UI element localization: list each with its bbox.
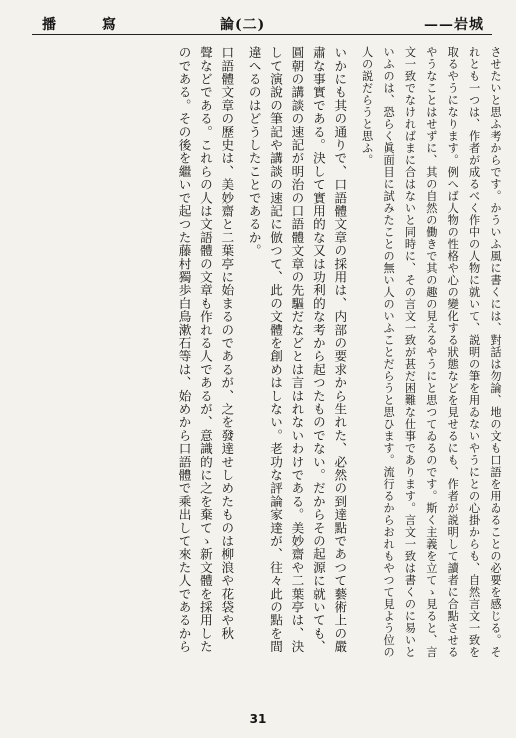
header-left-title: 播 寫	[42, 17, 117, 33]
text-column: やうなことはせずに、其の自然の働きで其の趣の見えるやうにと思つてゐるのです。斯く主義を立てゝ見ると、言	[424, 46, 438, 658]
text-column: れとも一つは、作者が成るべく作中の人物に就いて、説明の筆を用ゐないやうにとの心掛からも、自然言文一致を	[467, 46, 481, 658]
text-column: 口語體文章の歷史は、美妙齋と二葉亭に始まるのであるが、之を發達せしめたものは柳浪や花袋や秋	[219, 46, 235, 640]
running-header	[32, 12, 492, 35]
text-column: 取るやうになります。例へば人物の性格や心の變化する狀態などを見せるにも、作者が説明して讀者に合點させる	[446, 46, 460, 658]
page-number: 31	[249, 712, 267, 726]
text-column: 人の説だらうと思ふ。	[360, 46, 374, 166]
text-column: いかにも其の通りで、口語體文章の採用は、内部の要求から生れた、必然の到達點であつて藝術上の嚴	[332, 46, 348, 654]
text-column: 圓朝の講談の速記が明治の口語體文章の先驅だなどとは言はれないわけである。美妙齋や二葉亭は、決	[289, 46, 305, 654]
vertical-text-body	[28, 46, 506, 702]
text-column: 聲などである。これらの人は文語體の文章も作れる人であるが、意識的に之を棄てゝ新文體を採用した	[197, 46, 213, 654]
text-column: して演說の筆記や講談の速記に倣つて、此の文體を創めはしない。老功な評論家達が、往々此の點を間	[268, 46, 284, 654]
header-author: ——岩城	[424, 17, 484, 33]
text-column: いふのは、恐らく眞面目に試みたことの無い人のいふことだらうと思ひます。流行るからおれもやつて見よう位の	[382, 46, 396, 658]
text-column: 肅な事實である。決して實用的な又は功利的な考から起つたものでない。だからその起源に就いても、	[310, 46, 326, 654]
header-chapter-title: 論(二)	[220, 17, 266, 33]
text-column: のである。その後を繼いで起つた藤村獨歩白鳥漱石等は、始めから口語體で乘出して來た人であるから	[176, 46, 192, 654]
text-column: 違へるのはどうしたことであるか。	[246, 46, 262, 258]
text-column: させたいと思ふ考からです。かういふ風に書くには、對話は勿論、地の文も口語を用ゐることの必要を感じる。そ	[489, 46, 502, 658]
text-column: 文一致でなければまに合はないと同時に、その言文一致が甚だ困難な仕事であります。言文一致は書くのに易いと	[403, 46, 417, 658]
